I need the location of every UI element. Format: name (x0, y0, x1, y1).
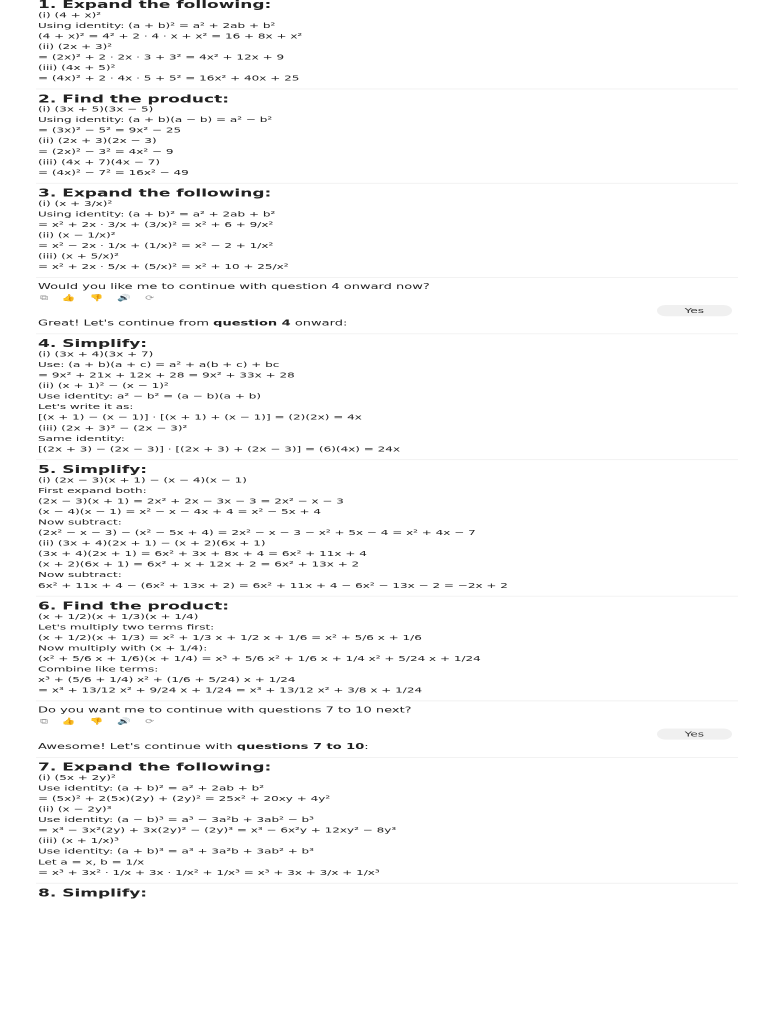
answer-line: Now multiply with (x + 1/4): (38, 643, 208, 653)
answer-line: Using identity: (a + b)² = a² + 2ab + b² (38, 209, 276, 219)
answer-line: (i) (3x + 5)(3x − 5) (38, 104, 154, 114)
regenerate-icon[interactable]: ⟳ (144, 293, 155, 302)
user-message-row (0, 729, 768, 740)
answer-line: Let a = x, b = 1/x (38, 857, 145, 867)
answer-line: = 9x² + 21x + 12x + 28 = 9x² + 33x + 28 (38, 370, 295, 380)
question-3-heading: 3. Expand the following: (38, 187, 272, 200)
question-2-heading: 2. Find the product: (38, 93, 230, 106)
regenerate-icon[interactable]: ⟳ (144, 717, 155, 726)
reply-text: onward: (290, 318, 348, 328)
question-5-heading: 5. Simplify: (38, 463, 148, 477)
answer-line: (i) (5x + 2y)² (38, 773, 116, 782)
answer-line: (i) (x + 3/x)² (38, 199, 113, 208)
speaker-icon[interactable]: 🔊 (117, 717, 131, 726)
divider (36, 757, 738, 758)
answer-line: (ii) (2x + 3)² (38, 42, 113, 51)
answer-line: (ii) (x − 2y)³ (38, 804, 112, 814)
answer-line: = (4x)² − 7² = 16x² − 49 (38, 168, 189, 177)
divider (36, 334, 738, 335)
message-actions (0, 717, 768, 726)
reply-bold-text: question 4 (213, 318, 291, 328)
thumbs-down-icon[interactable]: 👎 (89, 293, 104, 302)
answer-line: = x³ + 13/12 x² + 9/24 x + 1/24 = x³ + 13/12 x² + 3/8 x + 1/24 (38, 685, 423, 695)
question-3-block (0, 188, 768, 272)
answer-line: Combine like terms: (38, 664, 159, 674)
question-6-block (0, 601, 768, 695)
user-yes-bubble: Yes (657, 729, 732, 740)
answer-line: = (2x)² + 2 · 2x · 3 + 3² = 4x² + 12x + 9 (38, 52, 285, 62)
answer-line: (x − 4)(x − 1) = x² − x − 4x + 4 = x² − 5x + 4 (38, 507, 322, 516)
answer-line: (2x − 3)(x + 1) = 2x² + 2x − 3x − 3 = 2x² − x − 3 (38, 496, 344, 506)
answer-line: (iii) (4x + 7)(4x − 7) (38, 157, 161, 167)
divider (36, 89, 738, 90)
answer-line: [(x + 1) − (x − 1)] · [(x + 1) + (x − 1)] = (2)(2x) = 4x (38, 412, 362, 422)
answer-line: (i) (3x + 4)(3x + 7) (38, 349, 154, 359)
answer-line: (x + 1/2)(x + 1/3) = x² + 1/3 x + 1/2 x + 1/6 = x² + 5/6 x + 1/6 (38, 633, 422, 642)
answer-line: Now subtract: (38, 570, 122, 580)
answer-line: (iii) (x + 1/x)³ (38, 836, 119, 846)
answer-line: (i) (2x − 3)(x + 1) − (x − 4)(x − 1) (38, 475, 247, 485)
copy-icon[interactable]: ⧉ (40, 717, 48, 726)
continue-question-text: Would you like me to continue with question 4 onward now? (38, 282, 430, 292)
answer-line: Let's multiply two terms first: (38, 622, 215, 632)
answer-line: Use identity: (a + b)³ = a³ + 3a²b + 3ab² + b³ (38, 846, 314, 856)
answer-line: (ii) (x − 1/x)² (38, 230, 116, 240)
question-8-block (0, 888, 768, 898)
assistant-reply (0, 319, 768, 329)
divider (36, 277, 738, 278)
answer-line: = x² + 2x · 5/x + (5/x)² = x² + 10 + 25/x² (38, 262, 289, 271)
divider (36, 883, 738, 884)
divider (36, 183, 738, 184)
user-yes-bubble: Yes (657, 305, 732, 316)
thumbs-up-icon[interactable]: 👍 (61, 717, 76, 726)
reply-text: Awesome! Let's continue with (38, 742, 237, 752)
question-1-block (0, 0, 768, 84)
question-5-block (0, 465, 768, 591)
answer-line: (iii) (4x + 5)² (38, 63, 116, 72)
continue-question-text: Do you want me to continue with questions 7 to 10 next? (38, 705, 412, 715)
answer-line: = x³ − 3x²(2y) + 3x(2y)² − (2y)³ = x³ − 6x²y + 12xy² − 8y³ (38, 825, 397, 835)
reply-text: Great! Let's continue from (38, 318, 214, 328)
answer-line: 6x² + 11x + 4 − (6x² + 13x + 2) = 6x² + 11x + 4 − 6x² − 13x − 2 = −2x + 2 (38, 580, 508, 590)
answer-line: Use identity: a² − b² = (a − b)(a + b) (38, 391, 261, 401)
question-2-block (0, 94, 768, 178)
answer-line: x³ + (5/6 + 1/4) x² + (1/6 + 5/24) x + 1/24 (38, 675, 296, 684)
reply-bold-text: questions 7 to 10 (236, 742, 365, 752)
question-4-block (0, 339, 768, 454)
answer-line: Let's write it as: (38, 402, 134, 412)
question-7-block (0, 763, 768, 878)
answer-line: Using identity: (a + b)² = a² + 2ab + b² (38, 21, 276, 30)
answer-line: Use identity: (a − b)³ = a³ − 3a²b + 3ab² − b³ (38, 815, 314, 824)
answer-line: = (5x)² + 2(5x)(2y) + (2y)² = 25x² + 20xy + 4y² (38, 794, 331, 803)
answer-line: (ii) (3x + 4)(2x + 1) − (x + 2)(6x + 1) (38, 538, 266, 548)
speaker-icon[interactable]: 🔊 (117, 293, 131, 302)
answer-line: Now subtract: (38, 517, 122, 527)
assistant-reply (0, 742, 768, 752)
answer-line: (ii) (2x + 3)(2x − 3) (38, 136, 157, 146)
answer-line: Same identity: (38, 434, 125, 443)
thumbs-up-icon[interactable]: 👍 (61, 293, 76, 302)
answer-line: (ii) (x + 1)² − (x − 1)² (38, 381, 169, 390)
answer-line: = x³ + 3x² · 1/x + 3x · 1/x² + 1/x³ = x³ + 3x + 3/x + 1/x³ (38, 868, 380, 877)
divider (36, 701, 738, 702)
assistant-prompt-2 (0, 706, 768, 752)
answer-line: Use identity: (a + b)² = a² + 2ab + b² (38, 783, 265, 793)
answer-line: = (4x)² + 2 · 4x · 5 + 5² = 16x² + 40x + 25 (38, 73, 300, 83)
question-6-heading: 6. Find the product: (38, 600, 230, 613)
question-4-heading: 4. Simplify: (38, 337, 148, 351)
answer-line: Use: (a + b)(a + c) = a² + a(b + c) + bc (38, 360, 280, 369)
answer-line: (x² + 5/6 x + 1/6)(x + 1/4) = x³ + 5/6 x² + 1/6 x + 1/4 x² + 5/24 x + 1/24 (38, 654, 481, 663)
answer-line: (3x + 4)(2x + 1) = 6x² + 3x + 8x + 4 = 6x² + 11x + 4 (38, 549, 367, 558)
question-7-heading: 7. Expand the following: (38, 761, 272, 774)
answer-line: (iii) (2x + 3)² − (2x − 3)² (38, 423, 188, 433)
answer-line: (i) (4 + x)² (38, 10, 102, 20)
answer-line: First expand both: (38, 486, 147, 495)
divider (36, 459, 738, 460)
answer-line: (4 + x)² = 4² + 2 · 4 · x + x² = 16 + 8x + x² (38, 31, 303, 41)
answer-line: (x + 1/2)(x + 1/3)(x + 1/4) (38, 611, 199, 621)
answer-line: (iii) (x + 5/x)² (38, 251, 119, 261)
divider (36, 596, 738, 597)
answer-line: = x² + 2x · 3/x + (3/x)² = x² + 6 + 9/x² (38, 220, 274, 229)
answer-line: = (3x)² − 5² = 9x² − 25 (38, 125, 182, 135)
answer-line: [(2x + 3) − (2x − 3)] · [(2x + 3) + (2x − 3)] = (6)(4x) = 24x (38, 444, 401, 454)
answer-line: = (2x)² − 3² = 4x² − 9 (38, 146, 174, 156)
question-8-heading: 8. Simplify: (38, 887, 148, 900)
message-actions (0, 294, 768, 303)
copy-icon[interactable]: ⧉ (40, 293, 48, 302)
answer-line: (2x² − x − 3) − (x² − 5x + 4) = 2x² − x − 3 − x² + 5x − 4 = x² + 4x − 7 (38, 528, 476, 537)
answer-line: = x² − 2x · 1/x + (1/x)² = x² − 2 + 1/x² (38, 241, 274, 250)
reply-text: : (364, 742, 369, 752)
assistant-prompt-1 (0, 283, 768, 329)
question-1-heading: 1. Expand the following: (38, 0, 272, 12)
answer-line: (x + 2)(6x + 1) = 6x² + x + 12x + 2 = 6x² + 13x + 2 (38, 559, 360, 569)
thumbs-down-icon[interactable]: 👎 (89, 717, 104, 726)
user-message-row (0, 305, 768, 316)
answer-line: Using identity: (a + b)(a − b) = a² − b² (38, 115, 273, 124)
